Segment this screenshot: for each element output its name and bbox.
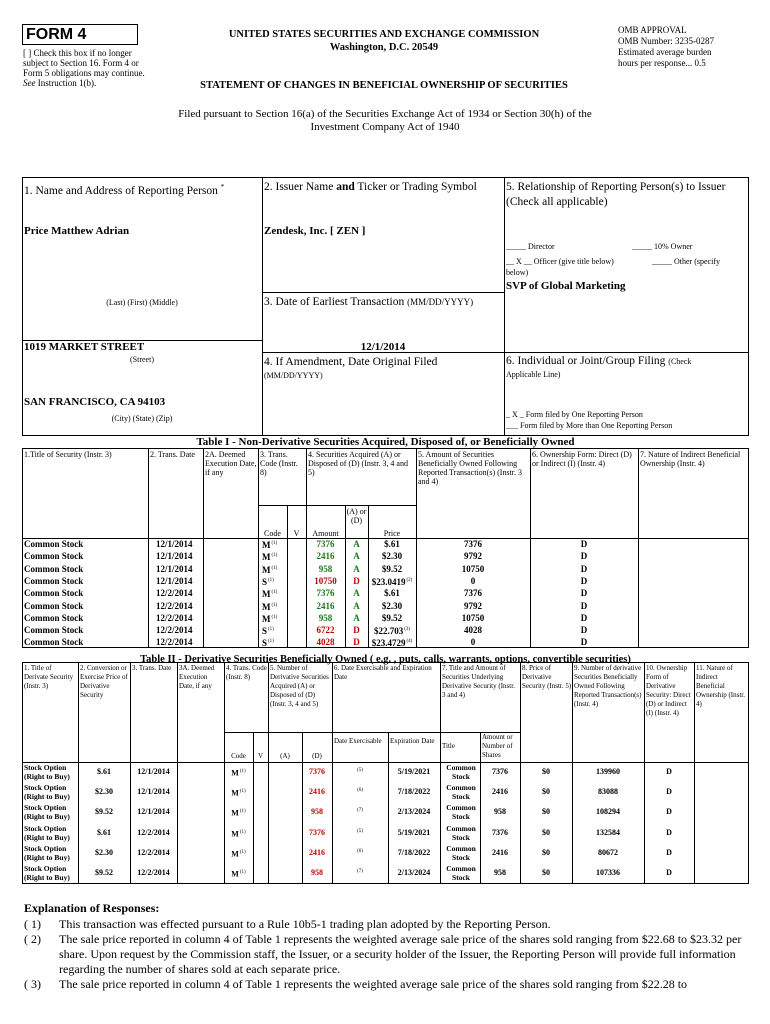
a-or-d: A: [353, 539, 360, 549]
explanation-text: The sale price reported in column 4 of Table 1 represents the weighted average sale price of the shares sold ranging from $22.68 to $23.32 per share. Upon request by the Commission staff, the Issuer, or a security holder of the Issuer, the Reporting Person will provide full information regarding the number of shares sold at each separate price.: [59, 932, 742, 976]
underlying-title: Common Stock: [446, 783, 476, 802]
price-value: $9.52: [381, 563, 403, 574]
derivatives-owned: 107336: [596, 868, 620, 877]
derivatives-owned: 83088: [598, 787, 618, 797]
price-value: $.61: [384, 588, 400, 599]
code-value: M: [262, 613, 271, 624]
ownership-form: D: [580, 588, 588, 599]
underlying-title: Common Stock: [446, 803, 476, 822]
derivative-title: Stock Option (Right to Buy): [24, 763, 70, 781]
underlying-amount: 7376: [492, 767, 508, 776]
price: [368, 538, 416, 550]
code-value: M: [231, 849, 239, 859]
derivatives-owned: 139960: [596, 767, 620, 776]
derivative-title: Stock Option (Right to Buy): [24, 803, 70, 822]
price: [368, 563, 416, 575]
owned-following: 9792: [464, 551, 482, 562]
disposed-amount: 7376: [309, 827, 325, 837]
a-or-d: A: [353, 612, 360, 623]
code-footnote: (1): [271, 590, 278, 596]
owned-following: 9792: [464, 600, 482, 611]
trans-date: 12/2/2014: [156, 625, 193, 636]
amount: 958: [318, 563, 333, 574]
filed-line1: Filed pursuant to Section 16(a) of the Securities Exchange Act of 1934 or Section 30(h) of the: [178, 108, 592, 120]
expiration-date: 5/19/2021: [397, 767, 431, 776]
derivative-title: Stock Option (Right to Buy): [24, 843, 70, 862]
other-below: below): [506, 268, 529, 277]
section1-footnote: *: [220, 183, 225, 191]
derivative-price: $0: [542, 787, 550, 797]
other-option: _____ Other (specify: [652, 257, 720, 266]
t1-sub-amount: Amount: [312, 529, 339, 538]
trans-date: 12/1/2014: [137, 807, 170, 817]
security-title: Common Stock: [24, 600, 84, 611]
derivative-title: Stock Option (Right to Buy): [24, 864, 70, 882]
security-title: Common Stock: [24, 563, 84, 574]
ten-percent-owner-option: _____ 10% Owner: [632, 242, 693, 251]
name-caption: (Last) (First) (Middle): [106, 298, 178, 307]
explanation-heading: Explanation of Responses:: [24, 901, 160, 915]
trans-date: 12/2/2014: [156, 600, 193, 611]
explanation-number: ( 1): [24, 917, 41, 931]
conversion-price: $9.52: [95, 868, 113, 877]
t1-sub-price: Price: [383, 529, 401, 538]
trans-code: [262, 600, 277, 613]
underlying-amount: 2416: [492, 847, 508, 857]
a-or-d: A: [353, 551, 360, 562]
table-row: [22, 575, 748, 587]
omb-line3: Estimated average burden: [618, 47, 712, 57]
table-row: [22, 624, 748, 636]
t2-h3: 3. Trans. Date: [132, 664, 172, 672]
t1-h1: 1.Title of Security (Instr. 3): [24, 450, 112, 459]
code-footnote: (1): [239, 849, 246, 855]
t2-h6: 6. Date Exercisable and Expiration Date: [334, 664, 432, 681]
trans-code: [262, 550, 277, 563]
code-footnote: (1): [239, 829, 246, 835]
security-title: Common Stock: [24, 612, 84, 623]
group-filer-option: ___ Form filed by More than One Reporting Person: [506, 421, 673, 430]
trans-code: [262, 624, 274, 637]
date-exercisable: (6): [357, 848, 363, 854]
derivatives-owned: 80672: [598, 847, 618, 857]
amount: 7376: [316, 588, 335, 599]
price-value: $9.52: [381, 612, 403, 623]
t1-h2a: 2A. Deemed Execution Date, if any: [205, 450, 257, 477]
single-filer-option: _ X _ Form filed by One Reporting Person: [506, 410, 643, 419]
price-footnote: (4): [406, 639, 413, 645]
code-footnote: (1): [239, 870, 246, 875]
derivatives-owned: 132584: [596, 827, 620, 837]
owned-following: 7376: [464, 539, 482, 549]
derivatives-owned: 108294: [596, 807, 620, 817]
conversion-price: $.61: [97, 767, 111, 776]
ownership-form: D: [666, 767, 672, 776]
trans-date: 12/2/2014: [156, 612, 193, 623]
trans-date: 12/1/2014: [156, 539, 193, 549]
table-row: [22, 636, 748, 648]
t2-sub-v: V: [257, 752, 264, 760]
disposed-amount: 2416: [309, 847, 325, 857]
t1-sub-v: V: [293, 529, 300, 538]
director-option: _____ Director: [506, 242, 555, 251]
trans-code: [262, 587, 277, 600]
omb-line1: OMB APPROVAL: [618, 25, 687, 35]
section6-label: 6. Individual or Joint/Group Filing (Check: [506, 355, 692, 367]
earliest-transaction-date: 12/1/2014: [360, 341, 406, 353]
underlying-amount: 958: [494, 868, 506, 877]
trans-date: 12/2/2014: [137, 827, 170, 837]
owned-following: 4028: [464, 625, 482, 636]
owned-following: 0: [470, 637, 476, 648]
price-footnote: (3): [404, 627, 411, 633]
price-footnote: (2): [406, 577, 413, 583]
a-or-d: D: [353, 625, 360, 636]
checkbox-note-text: [ ] Check this box if no longer subject to Section 16. Form 4 or Form 5 obligations may continue.: [23, 48, 145, 78]
t2-sub-code: Code: [231, 752, 246, 760]
derivative-price: $0: [542, 827, 550, 837]
table1-title: Table I - Non-Derivative Securities Acquired, Disposed of, or Beneficially Owned: [196, 436, 575, 448]
table-row: [22, 600, 748, 612]
trans-date: 12/2/2014: [137, 868, 170, 877]
reporting-person-name: Price Matthew Adrian: [24, 225, 130, 237]
trans-date: 12/1/2014: [156, 551, 193, 562]
code-value: M: [231, 809, 239, 819]
t2-h11: 11. Nature of Indirect Beneficial Ownership (Instr. 4): [696, 664, 745, 708]
disposed-amount: 2416: [309, 787, 325, 797]
ownership-form: D: [580, 637, 588, 648]
code-footnote: (1): [268, 627, 274, 633]
underlying-title: Common Stock: [446, 843, 476, 862]
city-value: SAN FRANCISCO, CA 94103: [24, 396, 166, 408]
code-footnote: (1): [271, 614, 278, 620]
expiration-date: 2/13/2024: [397, 807, 431, 817]
ownership-form: D: [666, 868, 672, 877]
price-value: $22.703: [373, 626, 404, 637]
a-or-d: A: [353, 588, 360, 599]
section4-format: (MM/DD/YYYY): [264, 371, 323, 380]
security-title: Common Stock: [24, 539, 84, 549]
amount: 7376: [316, 539, 335, 549]
t2-h10: 10. Ownership Form of Derivative Security: Direct (D) or Indirect (I) (Instr. 4): [646, 664, 691, 717]
price: [368, 600, 416, 612]
amount: 958: [318, 612, 333, 623]
ownership-form: D: [666, 827, 672, 837]
a-or-d: D: [353, 575, 360, 586]
trans-code: [224, 848, 253, 859]
section1-label: 1. Name and Address of Reporting Person *: [24, 183, 225, 197]
price: [368, 612, 416, 624]
table-row: [22, 538, 748, 550]
conversion-price: $2.30: [95, 787, 113, 797]
city-caption: (City) (State) (Zip): [111, 414, 173, 423]
ownership-form: D: [666, 807, 672, 817]
trans-date: 12/2/2014: [137, 847, 170, 857]
explanation-text: The sale price reported in column 4 of Table 1 represents the weighted average sale price of the shares sold ranging from $22.28 to: [59, 977, 688, 991]
code-footnote: (1): [239, 809, 246, 815]
price-value: $23.4729: [371, 638, 406, 649]
t1-h3: 3. Trans. Code (Instr. 8): [260, 450, 298, 477]
security-title: Common Stock: [24, 637, 84, 648]
security-title: Common Stock: [24, 551, 84, 562]
underlying-title: Common Stock: [446, 864, 476, 882]
issuer-name: Zendesk, Inc. [ ZEN ]: [264, 225, 366, 237]
price-value: $2.30: [381, 551, 403, 562]
code-value: M: [262, 601, 271, 612]
amount: 10750: [314, 575, 337, 586]
table-row: [22, 563, 748, 575]
table-row: [22, 802, 748, 822]
code-footnote: (1): [239, 789, 246, 795]
amount: 2416: [316, 551, 335, 562]
disposed-amount: 958: [311, 807, 323, 817]
code-value: M: [231, 829, 239, 839]
omb-line2: OMB Number: 3235-0287: [618, 36, 714, 46]
trans-date: 12/1/2014: [137, 787, 170, 797]
explanation-number: ( 2): [24, 932, 41, 946]
trans-code: [224, 868, 253, 879]
explanation-number: ( 3): [24, 977, 41, 991]
conversion-price: $9.52: [95, 807, 113, 817]
t1-h5: 5. Amount of Securities Beneficially Owned Following Reported Transaction(s) (Instr. 3 and 4): [418, 450, 522, 486]
form-title: FORM 4: [26, 26, 87, 43]
trans-date: 12/1/2014: [137, 767, 170, 776]
t2-sub-a: (A): [280, 752, 290, 760]
code-footnote: (1): [268, 639, 274, 645]
t1-h6: 6. Ownership Form: Direct (D) or Indirect (I) (Instr. 4): [532, 450, 632, 468]
t1-h2: 2. Trans. Date: [150, 450, 195, 459]
price: [368, 575, 416, 588]
underlying-amount: 2416: [492, 787, 508, 797]
price-value: $.61: [384, 539, 400, 549]
t2-h2: 2. Conversion or Exercise Price of Derivative Security: [80, 664, 128, 699]
trans-code: [262, 538, 277, 551]
section6-label2: Applicable Line): [506, 370, 561, 379]
code-value: M: [262, 552, 271, 563]
t2-h4: 4. Trans. Code (Instr. 8): [226, 664, 267, 681]
derivative-title: Stock Option (Right to Buy): [24, 783, 70, 802]
ownership-form: D: [580, 575, 588, 586]
street-caption: (Street): [130, 355, 154, 364]
table-row: [22, 762, 748, 782]
t2-sub-amount: Amount or Number of Shares: [482, 733, 513, 759]
t2-sub-exer: Date Exercisable: [334, 737, 382, 745]
code-value: S: [262, 626, 268, 637]
table-row: [22, 612, 748, 624]
date-exercisable: (5): [357, 768, 363, 773]
code-footnote: (1): [271, 541, 278, 546]
t1-h4: 4. Securities Acquired (A) or Disposed of (D) (Instr. 3, 4 and 5): [308, 450, 408, 477]
t2-h5: 5. Number of Derivative Securities Acquired (A) or Disposed of (D) (Instr. 3, 4 and 5): [270, 664, 329, 708]
officer-option: __ X __ Officer (give title below): [506, 257, 614, 266]
date-exercisable: (7): [357, 808, 363, 814]
a-or-d: A: [353, 600, 360, 611]
trans-code: [262, 575, 274, 588]
date-exercisable: (5): [357, 828, 363, 834]
table-row: [22, 823, 748, 843]
code-footnote: (1): [239, 769, 246, 774]
ownership-form: D: [580, 563, 588, 574]
price-value: $23.0419: [371, 576, 406, 587]
t2-h1: 1. Title of Derivate Security (Instr. 3): [24, 664, 74, 690]
a-or-d: A: [353, 563, 360, 574]
t2-sub-d: (D): [312, 752, 322, 760]
conversion-price: $.61: [97, 827, 111, 837]
derivative-title: Stock Option (Right to Buy): [24, 823, 70, 842]
code-value: S: [262, 576, 268, 587]
derivative-price: $0: [542, 767, 550, 776]
expiration-date: 5/19/2021: [397, 827, 431, 837]
checkbox-note-instr: Instruction 1(b).: [37, 78, 97, 88]
t1-sub-code: Code: [264, 529, 281, 538]
trans-code: [224, 807, 253, 818]
omb-line4: hours per response... 0.5: [618, 58, 706, 68]
ownership-form: D: [580, 625, 588, 636]
amount: 6722: [316, 625, 335, 636]
price-value: $2.30: [381, 600, 403, 611]
code-value: M: [262, 564, 271, 575]
explanation-text: This transaction was effected pursuant to a Rule 10b5-1 trading plan adopted by the Reporting Person.: [59, 917, 551, 931]
t1-h7: 7. Nature of Indirect Beneficial Ownership (Instr. 4): [640, 450, 741, 468]
trans-code: [224, 767, 253, 778]
commission-line1: UNITED STATES SECURITIES AND EXCHANGE COMMISSION: [228, 29, 540, 40]
price: [368, 550, 416, 562]
table-row: [22, 782, 748, 802]
ownership-form: D: [580, 612, 588, 623]
section5-label: 5. Relationship of Reporting Person(s) to Issuer (Check all applicable): [506, 181, 726, 208]
section4-label: 4. If Amendment, Date Original Filed: [264, 356, 438, 368]
date-exercisable: (6): [357, 788, 363, 794]
underlying-title: Common Stock: [446, 823, 476, 842]
section2-label: 2. Issuer Name and Ticker or Trading Symbol: [264, 181, 477, 193]
trans-code: [262, 636, 274, 649]
t2-h7: 7. Title and Amount of Securities Underlying Derivative Security (Instr. 3 and 4): [442, 664, 515, 699]
table-row: [22, 587, 748, 599]
code-value: M: [231, 768, 239, 778]
disposed-amount: 958: [311, 868, 323, 877]
table2-title: Table II - Derivative Securities Beneficially Owned ( e.g. , puts, calls, warrants, options, convertible securities): [140, 654, 631, 665]
table-row: [22, 863, 748, 883]
code-footnote: (1): [268, 577, 274, 583]
code-value: S: [262, 638, 268, 649]
trans-date: 12/1/2014: [156, 575, 193, 586]
t2-h3a: 3A. Deemed Execution Date, if any: [179, 664, 215, 690]
officer-title: SVP of Global Marketing: [506, 280, 626, 292]
t2-sub-title: Title: [442, 742, 455, 750]
price: [368, 587, 416, 599]
ownership-form: D: [666, 847, 672, 857]
code-footnote: (1): [271, 565, 278, 571]
owned-following: 10750: [461, 563, 485, 574]
owned-following: 0: [470, 575, 476, 586]
checkbox-note-see: See: [23, 78, 36, 88]
owned-following: 10750: [461, 612, 485, 623]
amount: 4028: [316, 637, 335, 648]
filed-pursuant: [80, 108, 690, 134]
derivative-price: $0: [542, 868, 550, 877]
ownership-form: D: [580, 551, 588, 562]
code-value: M: [231, 788, 239, 798]
security-title: Common Stock: [24, 625, 84, 636]
date-exercisable: (7): [357, 869, 363, 874]
derivative-price: $0: [542, 807, 550, 817]
price: [368, 636, 416, 649]
a-or-d: D: [353, 637, 360, 648]
underlying-amount: 7376: [492, 827, 508, 837]
security-title: Common Stock: [24, 575, 84, 586]
derivative-price: $0: [542, 847, 550, 857]
security-title: Common Stock: [24, 588, 84, 599]
table-row: [22, 550, 748, 562]
street-value: 1019 MARKET STREET: [24, 341, 145, 353]
trans-code: [262, 563, 277, 576]
ownership-form: D: [666, 787, 672, 797]
owned-following: 7376: [464, 588, 482, 599]
t2-h9: 9. Number of derivative Securities Beneficially Owned Following Reported Transaction(s) (Instr. 4): [574, 664, 642, 708]
section3-label: 3. Date of Earliest Transaction (MM/DD/YYYY): [264, 296, 474, 308]
commission-line2: Washington, D.C. 20549: [329, 42, 439, 53]
table-row: [22, 843, 748, 863]
filed-line2: Investment Company Act of 1940: [310, 121, 460, 133]
trans-date: 12/2/2014: [156, 588, 193, 599]
code-value: M: [262, 540, 271, 550]
t1-sub-aord: (A) or (D): [346, 507, 367, 525]
underlying-amount: 958: [494, 807, 506, 817]
code-footnote: (1): [271, 602, 278, 608]
expiration-date: 7/18/2022: [397, 787, 431, 797]
expiration-date: 2/13/2024: [397, 868, 431, 877]
ownership-form: D: [580, 600, 588, 611]
trans-date: 12/2/2014: [156, 637, 193, 648]
underlying-title: Common Stock: [446, 763, 476, 781]
trans-code: [262, 612, 277, 625]
t2-h8: 8. Price of Derivative Security (Instr. 5): [522, 664, 572, 690]
conversion-price: $2.30: [95, 847, 113, 857]
trans-code: [224, 828, 253, 839]
trans-code: [224, 787, 253, 798]
code-footnote: (1): [271, 553, 278, 559]
code-value: M: [231, 869, 239, 879]
code-value: M: [262, 589, 271, 600]
trans-date: 12/1/2014: [156, 563, 193, 574]
price: [368, 624, 416, 637]
ownership-form: D: [580, 539, 588, 549]
statement-title: STATEMENT OF CHANGES IN BENEFICIAL OWNERSHIP OF SECURITIES: [200, 80, 568, 91]
amount: 2416: [316, 600, 335, 611]
expiration-date: 7/18/2022: [397, 847, 431, 857]
t2-sub-exp: Expiration Date: [390, 737, 435, 745]
checkbox-note: [23, 48, 151, 88]
disposed-amount: 7376: [309, 767, 325, 776]
omb-approval: [618, 25, 758, 69]
